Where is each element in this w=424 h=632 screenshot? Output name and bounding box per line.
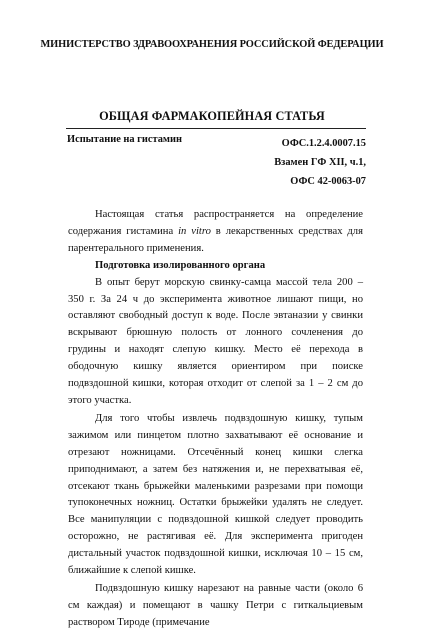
document-codes — [246, 134, 366, 191]
intro-italic-term: in vitro — [178, 225, 211, 237]
replaces-note: Взамен ГФ XII, ч.1, — [274, 157, 366, 168]
article-type-title: ОБЩАЯ ФАРМАКОПЕЙНАЯ СТАТЬЯ — [99, 109, 325, 123]
intro-text-start: Настоящая статья распространяется на определение содержания гистамина — [68, 209, 363, 237]
test-name: Испытание на гистамин — [67, 134, 182, 145]
intro-text-end: в лекарственных средствах для парентерального применения. — [68, 225, 363, 254]
article-code: ОФС.1.2.4.0007.15 — [281, 138, 366, 149]
title-divider — [66, 128, 366, 129]
body-paragraph: Для того чтобы извлечь подвздошную кишку, тупым зажимом или пинцетом плотно захватывают её основание и отрезают ножницами. Отсечённый конец кишки слегка приподнимают, а затем без натяжения и, не перехватывая её, отсекают ткань брыжейки маленькими разрезами при помощи тупоконечных ножниц. Остатки брыжейки удалять не следует. Все манипуляции с подвздошной кишкой следует проводить осторожно, не растягивая её. Для эксперимента пригоден дистальный участок подвздошной кишки, исключая 10 – 15 см, ближайшие к слепой кишке. — [68, 412, 363, 577]
old-article-code: ОФС 42-0063-07 — [290, 176, 366, 187]
article-body — [68, 207, 363, 632]
section-heading: Подготовка изолированного органа — [95, 259, 266, 271]
body-paragraph: В опыт берут морскую свинку-самца массой тела 200 – 350 г. За 24 ч до эксперимента животное лишают пищи, но оставляют свободный доступ к воде. После эвтаназии у свинки вскрывают брюшную полость от лонного сочленения до грудины и находят слепую кишку. Место её перехода в ободочную кишку является ориентиром при поиске подвздошной кишки, которая отходит от слепой за 1 – 2 см до этого участка. — [68, 276, 363, 406]
body-paragraph: Подвздошную кишку нарезают на равные части (около 6 см каждая) и помещают в чашку Петри с гиткальциевым раствором Тироде (примечание — [68, 582, 363, 628]
ministry-heading: МИНИСТЕРСТВО ЗДРАВООХРАНЕНИЯ РОССИЙСКОЙ ФЕДЕРАЦИИ — [40, 39, 384, 50]
intro-paragraph — [68, 207, 363, 258]
